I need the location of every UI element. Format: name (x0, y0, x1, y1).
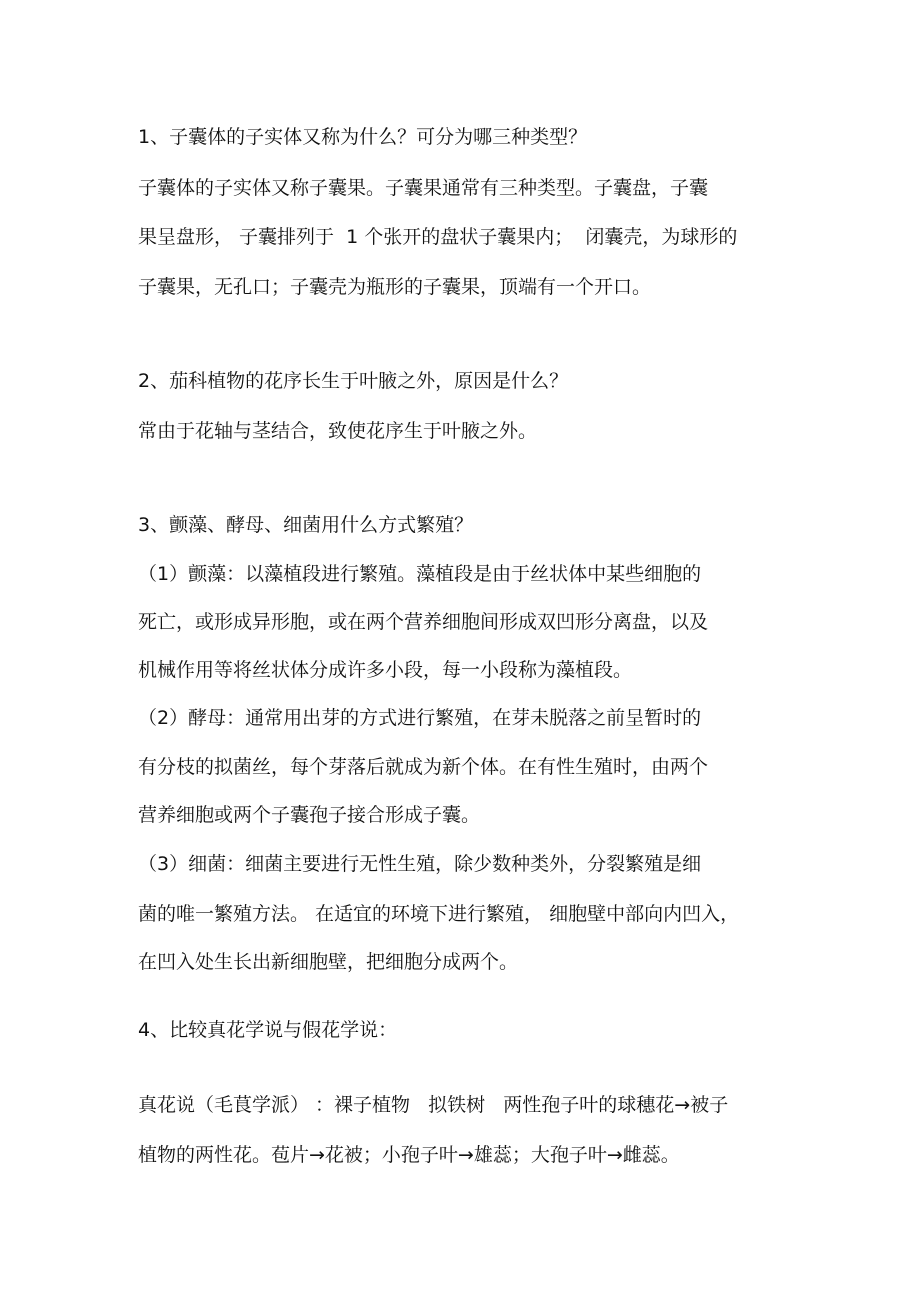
answer-3-line: 在凹入处生长出新细胞壁，把细胞分成两个。 (138, 951, 519, 973)
question-3: 3、颤藻、酵母、细菌用什么方式繁殖？ (138, 514, 474, 536)
question-2: 2、茄科植物的花序长生于叶腋之外，原因是什么？ (138, 370, 569, 392)
answer-1-line: 子囊果，无孔口；子囊壳为瓶形的子囊果，顶端有一个开口。 (138, 276, 652, 298)
answer-3-line: （2）酵母：通常用出芽的方式进行繁殖，在芽未脱落之前呈暂时的 (138, 707, 702, 729)
answer-3-line: 营养细胞或两个子囊孢子接合形成子囊。 (138, 804, 481, 826)
answer-3-line: 死亡，或形成异形胞，或在两个营养细胞间形成双凹形分离盘，以及 (138, 611, 709, 633)
answer-3-line: （3）细菌：细菌主要进行无性生殖，除少数种类外，分裂繁殖是细 (138, 853, 702, 875)
answer-4-line: 植物的两性花。苞片→花被；小孢子叶→雄蕊；大孢子叶→雌蕊。 (138, 1144, 680, 1166)
answer-3-line: 有分枝的拟菌丝，每个芽落后就成为新个体。在有性生殖时，由两个 (138, 756, 709, 778)
question-4: 4、比较真花学说与假花学说： (138, 1019, 398, 1041)
answer-3-line: 机械作用等将丝状体分成许多小段，每一小段称为藻植段。 (138, 659, 633, 681)
question-1: 1、子囊体的子实体又称为什么？可分为哪三种类型？ (138, 126, 588, 148)
answer-1-line: 子囊体的子实体又称子囊果。子囊果通常有三种类型。子囊盘，子囊 (138, 177, 709, 199)
answer-3-line: （1）颤藻：以藻植段进行繁殖。藻植段是由于丝状体中某些细胞的 (138, 563, 702, 585)
answer-2-line: 常由于花轴与茎结合，致使花序生于叶腋之外。 (138, 420, 538, 442)
answer-3-line: 菌的唯一繁殖方法。 在适宜的环境下进行繁殖， 细胞壁中部向内凹入， (138, 903, 740, 925)
answer-4-line: 真花说（毛茛学派） ：裸子植物 拟铁树 两性孢子叶的球穗花→被子 (138, 1094, 729, 1116)
answer-1-line: 果呈盘形， 子囊排列于 1 个张开的盘状子囊果内； 闭囊壳，为球形的 (138, 226, 738, 248)
